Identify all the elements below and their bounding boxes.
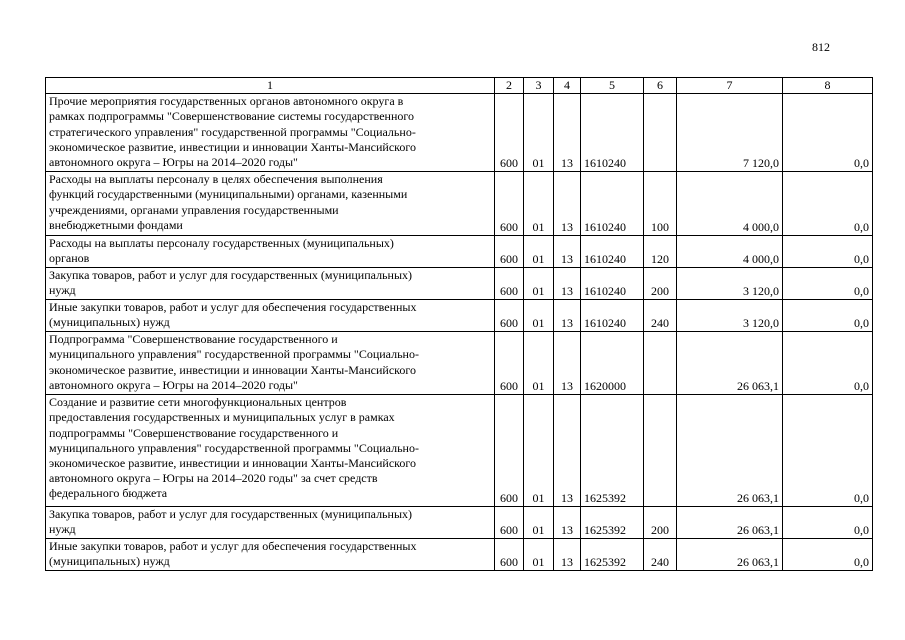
cell-amount-8: 0,0: [783, 539, 873, 571]
row-description-text: Закупка товаров, работ и услуг для государственных (муниципальных) нужд: [49, 268, 413, 298]
table-row: [46, 172, 873, 236]
cell-code-3: 01: [524, 236, 554, 268]
cell-code-3: 01: [524, 300, 554, 332]
cell-code-4: 13: [554, 395, 581, 507]
row-description-text: Прочие мероприятия государственных органов автономного округа в рамках подпрограммы "Совершенствование системы государственного стратегического управления" государственной программы "Социально- экономическое развитие, инвестиции и инновации Ханты-Мансийского автономного округа – Югры на 2014–2020 годы": [49, 94, 416, 170]
cell-code-3: 01: [524, 172, 554, 236]
cell-code-3: 01: [524, 268, 554, 300]
table-row: [46, 539, 873, 571]
row-description-text: Иные закупки товаров, работ и услуг для обеспечения государственных (муниципальных) нужд: [49, 539, 417, 569]
row-description: [46, 300, 495, 332]
table-row: [46, 507, 873, 539]
row-description-text: Подпрограмма "Совершенствование государственного и муниципального управления" государственной программы "Социально- экономическое развитие, инвестиции и инновации Ханты-Мансийского автономного округа – Югры на 2014–2020 годы": [49, 332, 419, 392]
cell-code-5: 1610240: [581, 94, 644, 172]
cell-code-2: 600: [495, 236, 524, 268]
cell-amount-7: 4 000,0: [677, 172, 783, 236]
header-row: [46, 78, 873, 94]
cell-code-2: 600: [495, 268, 524, 300]
row-description: [46, 539, 495, 571]
cell-code-5: 1625392: [581, 395, 644, 507]
table-row: [46, 94, 873, 172]
cell-code-2: 600: [495, 332, 524, 395]
cell-code-6: [644, 94, 677, 172]
table-row: [46, 236, 873, 268]
cell-amount-7: 3 120,0: [677, 300, 783, 332]
cell-code-3: 01: [524, 539, 554, 571]
cell-code-3: 01: [524, 395, 554, 507]
cell-code-4: 13: [554, 172, 581, 236]
header-cell-1: 1: [46, 78, 495, 94]
cell-amount-8: 0,0: [783, 268, 873, 300]
cell-code-3: 01: [524, 507, 554, 539]
header-cell-2: 2: [495, 78, 524, 94]
cell-amount-8: 0,0: [783, 507, 873, 539]
cell-code-4: 13: [554, 539, 581, 571]
row-description: [46, 507, 495, 539]
cell-code-2: 600: [495, 395, 524, 507]
table-row: [46, 300, 873, 332]
cell-code-5: 1625392: [581, 507, 644, 539]
cell-code-3: 01: [524, 94, 554, 172]
cell-code-6: 100: [644, 172, 677, 236]
cell-code-2: 600: [495, 94, 524, 172]
cell-amount-8: 0,0: [783, 94, 873, 172]
header-cell-6: 6: [644, 78, 677, 94]
cell-code-6: 240: [644, 539, 677, 571]
row-description: [46, 268, 495, 300]
header-cell-4: 4: [554, 78, 581, 94]
header-cell-8: 8: [783, 78, 873, 94]
cell-code-4: 13: [554, 236, 581, 268]
cell-code-5: 1620000: [581, 332, 644, 395]
row-description: [46, 332, 495, 395]
row-description-text: Расходы на выплаты персоналу в целях обеспечения выполнения функций государственными (муниципальными) органами, казенными учреждениями, органами управления государственными внебюджетными фондами: [49, 172, 408, 232]
table-row: [46, 332, 873, 395]
cell-code-5: 1610240: [581, 268, 644, 300]
row-description-text: Иные закупки товаров, работ и услуг для обеспечения государственных (муниципальных) нужд: [49, 300, 417, 330]
header-cell-5: 5: [581, 78, 644, 94]
row-description-text: Создание и развитие сети многофункциональных центров предоставления государственных и муниципальных услуг в рамках подпрограммы "Совершенствование государственного и муниципального управления" государственной программы "Социально- экономическое развитие, инвестиции и инновации Ханты-Мансийского автономного округа – Югры на 2014–2020 годы" за счет средств федерального бюджета: [49, 395, 419, 501]
cell-code-5: 1625392: [581, 539, 644, 571]
row-description: [46, 236, 495, 268]
row-description-text: Расходы на выплаты персоналу государственных (муниципальных) органов: [49, 236, 394, 266]
cell-amount-7: 26 063,1: [677, 332, 783, 395]
row-description: [46, 94, 495, 172]
cell-amount-8: 0,0: [783, 332, 873, 395]
table-row: [46, 395, 873, 507]
row-description-text: Закупка товаров, работ и услуг для государственных (муниципальных) нужд: [49, 507, 413, 537]
header-cell-3: 3: [524, 78, 554, 94]
cell-code-4: 13: [554, 94, 581, 172]
cell-code-6: [644, 332, 677, 395]
cell-code-2: 600: [495, 539, 524, 571]
cell-code-6: 240: [644, 300, 677, 332]
table-row: [46, 268, 873, 300]
cell-amount-8: 0,0: [783, 172, 873, 236]
cell-code-5: 1610240: [581, 300, 644, 332]
cell-amount-8: 0,0: [783, 300, 873, 332]
cell-amount-8: 0,0: [783, 395, 873, 507]
cell-code-2: 600: [495, 172, 524, 236]
cell-code-3: 01: [524, 332, 554, 395]
page-number: 812: [812, 40, 830, 54]
cell-amount-8: 0,0: [783, 236, 873, 268]
row-description: [46, 395, 495, 507]
cell-code-2: 600: [495, 300, 524, 332]
cell-amount-7: 4 000,0: [677, 236, 783, 268]
row-description: [46, 172, 495, 236]
header-cell-7: 7: [677, 78, 783, 94]
cell-code-6: 120: [644, 236, 677, 268]
cell-code-4: 13: [554, 300, 581, 332]
cell-code-5: 1610240: [581, 236, 644, 268]
budget-table: [45, 77, 873, 571]
cell-amount-7: 7 120,0: [677, 94, 783, 172]
cell-amount-7: 26 063,1: [677, 507, 783, 539]
cell-code-2: 600: [495, 507, 524, 539]
cell-code-4: 13: [554, 332, 581, 395]
cell-amount-7: 26 063,1: [677, 539, 783, 571]
cell-amount-7: 3 120,0: [677, 268, 783, 300]
cell-code-5: 1610240: [581, 172, 644, 236]
cell-code-6: 200: [644, 268, 677, 300]
cell-code-6: 200: [644, 507, 677, 539]
cell-code-6: [644, 395, 677, 507]
cell-amount-7: 26 063,1: [677, 395, 783, 507]
cell-code-4: 13: [554, 268, 581, 300]
cell-code-4: 13: [554, 507, 581, 539]
